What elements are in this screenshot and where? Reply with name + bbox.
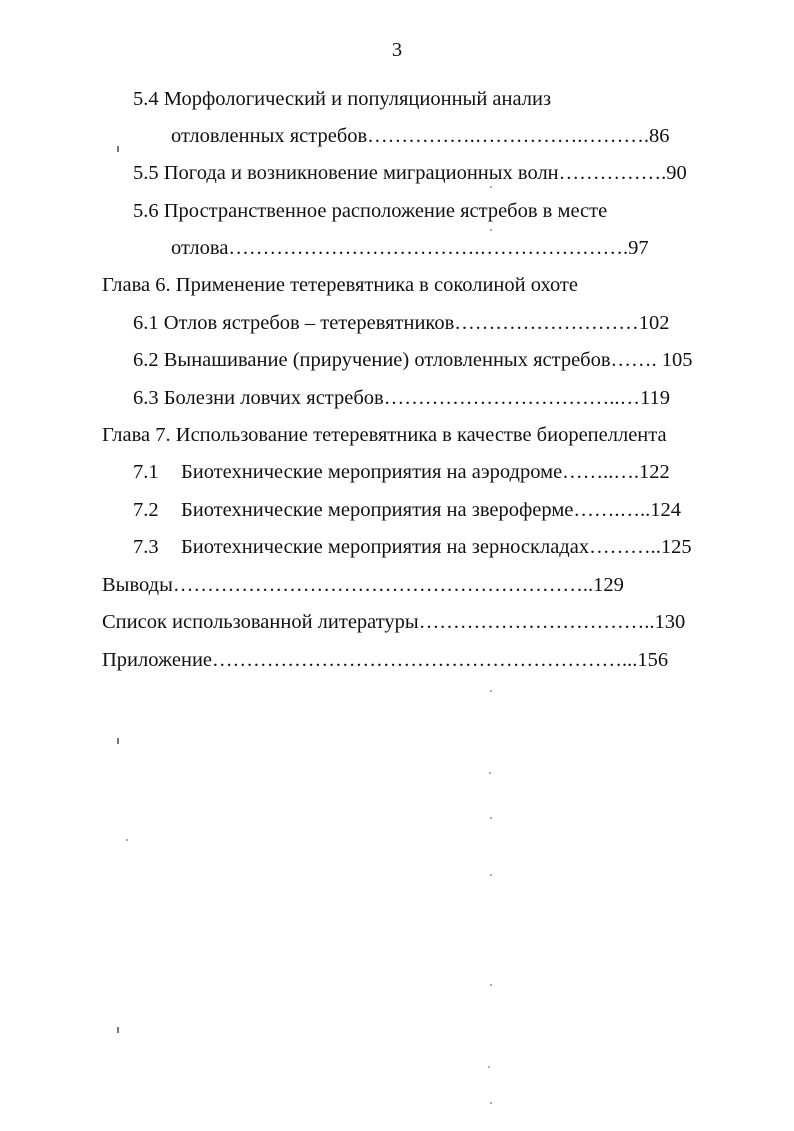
toc-entry-7-3-text: Биотехнические мероприятия на зерноскладах………..125: [181, 536, 692, 558]
scan-dot: [490, 1102, 492, 1104]
toc-entry-6-1: 6.1 Отлов ястребов – тетеревятников………………………102: [133, 312, 670, 334]
toc-entry-5-4-title: 5.4 Морфологический и популяционный анализ: [133, 88, 552, 110]
toc-chapter-6: Глава 6. Применение тетеревятника в соколиной охоте: [102, 274, 578, 296]
scan-speck: [117, 1027, 119, 1033]
scan-dot: [490, 186, 492, 188]
toc-entry-5-6-continuation: отлова……………………………….………………….97: [171, 237, 649, 259]
toc-conclusions: Выводы……………………………………………………..129: [102, 574, 624, 596]
toc-entry-6-2: 6.2 Вынашивание (приручение) отловленных ястребов……. 105: [133, 349, 693, 371]
scan-dot: [490, 817, 492, 819]
scan-dot: [490, 984, 492, 986]
scan-dot: [490, 874, 492, 876]
toc-entry-7-1-text: Биотехнические мероприятия на аэродроме……..….122: [181, 461, 670, 483]
scan-speck: [117, 738, 119, 744]
toc-entry-5-4-continuation: отловленных ястребов…………….…………….……….86: [171, 125, 670, 147]
page-number: 3: [391, 39, 403, 61]
toc-entry-6-3: 6.3 Болезни ловчих ястребов……………………………..…119: [133, 387, 670, 409]
toc-entry-7-1: [133, 460, 670, 484]
toc-entry-7-3: [133, 535, 692, 559]
toc-appendix: Приложение……………………………………………………...156: [102, 649, 669, 671]
toc-entry-5-6-title: 5.6 Пространственное расположение ястребов в месте: [133, 200, 608, 222]
toc-entry-7-2-number: 7.2: [133, 499, 159, 521]
toc-chapter-7: Глава 7. Использование тетеревятника в качестве биорепеллента: [102, 424, 667, 446]
toc-entry-7-3-number: 7.3: [133, 536, 159, 558]
scan-dot: [488, 1066, 490, 1068]
scan-dot: [126, 839, 128, 841]
scan-dot: [490, 690, 492, 692]
toc-entry-7-2-text: Биотехнические мероприятия на звероферме…….…..124: [181, 499, 682, 521]
toc-references: Список использованной литературы……………………………..130: [102, 611, 686, 633]
toc-entry-5-5: 5.5 Погода и возникновение миграционных волн…………….90: [133, 162, 687, 184]
toc-entry-7-1-number: 7.1: [133, 461, 159, 483]
scan-speck: [117, 146, 119, 152]
toc-entry-7-2: [133, 498, 681, 522]
scan-dot: [489, 772, 491, 774]
scan-dot: [490, 229, 492, 231]
